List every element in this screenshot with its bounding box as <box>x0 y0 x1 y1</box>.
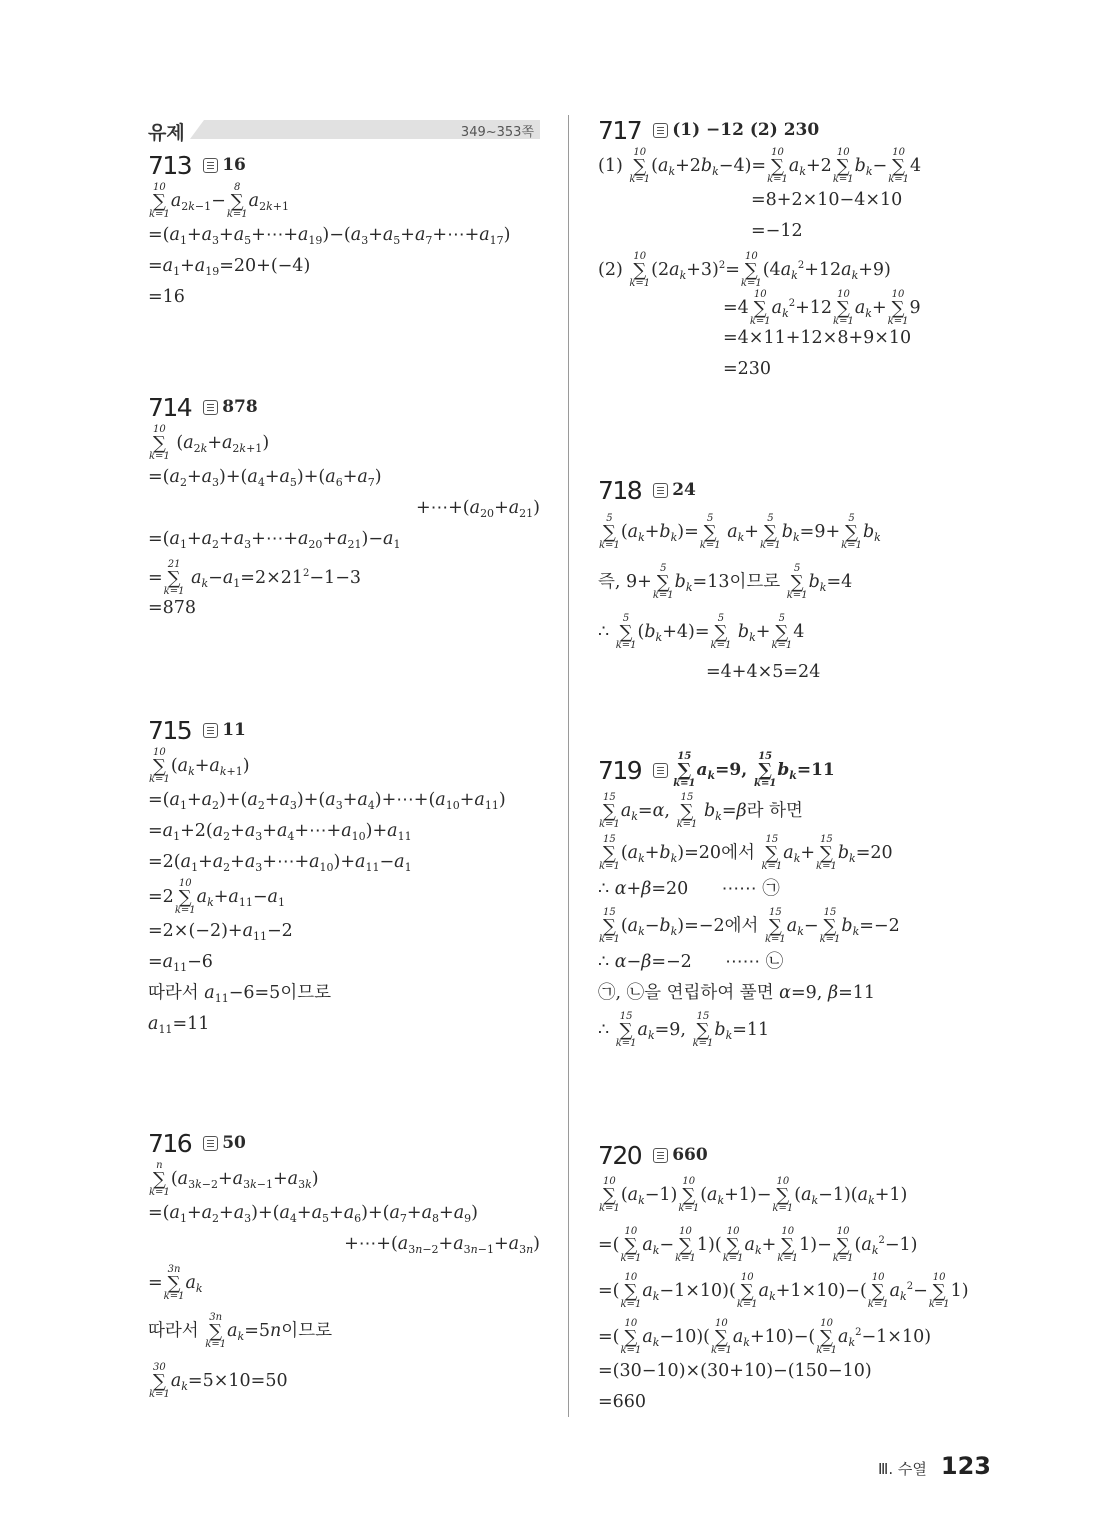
equation-line: 10 ∑ k=1 $a_{2k-1}-$ 8 ∑ k=1 $a_{2k+1}$ <box>149 182 289 220</box>
equation-line: (1) 10 ∑ k=1 $(a_k+2b_k-4)=$ 10 ∑ k=1 $a_k+2$ 10 ∑ k=1 $b_k-$ 10 ∑ k=1 4 <box>598 147 922 185</box>
answer: 16 <box>222 155 246 175</box>
equation-line: =(30−10)×(30+10)−(150−10) <box>598 1361 872 1381</box>
equation-line: $+\cdots+(a_{20}+a_{21})$ <box>415 498 540 520</box>
equation-line: =( 10 ∑ k=1 $a_k-$ 10 ∑ k=1 1)( 10 ∑ k=1 $a_k+$ 10 ∑ k=1 1)− 10 ∑ k=1 $(a_k^2-1)$ <box>598 1226 918 1264</box>
answer-icon <box>203 1136 218 1151</box>
text-label: 에서 <box>721 843 761 863</box>
equation-line: n ∑ k=1 $(a_{3k-2}+a_{3k-1}+a_{3k})$ <box>149 1160 319 1198</box>
problem-714 <box>148 390 540 624</box>
problem-number: 717 <box>598 115 642 145</box>
equation-line: 10 ∑ k=1 $(a_k+a_{k+1})$ <box>149 747 250 785</box>
equation-line: 따라서 3n ∑ k=1 $a_k=5n$이므로 <box>148 1312 333 1350</box>
equation-line: ∴ α−β=−2 ⋯⋯ ㉡ <box>598 952 784 972</box>
equation-line: ∴ 5 ∑ k=1 $(b_k+4)=$ 5 ∑ k=1 $b_k+$ 5 ∑ k=1 4 <box>598 613 805 651</box>
left-column <box>148 108 540 1400</box>
problem-number: 718 <box>598 475 642 505</box>
equation-line: 따라서 $a_{11}-6=5$이므로 <box>148 983 332 1005</box>
equation-line: $=a_1+a_{19}=20+(-4)$ <box>148 256 311 278</box>
equation-line: 즉, 9+ 5 ∑ k=1 $b_k=13$이므로 5 ∑ k=1 $b_k=4$ <box>598 563 853 601</box>
equation-line: =16 <box>148 287 185 307</box>
equation-line: $=2(a_1+a_2+a_3+\cdots+a_{10})+a_{11}-a_1$ <box>148 852 412 874</box>
problem-720 <box>598 1138 1008 1418</box>
answer-icon <box>653 763 668 778</box>
problem-717 <box>598 113 1008 385</box>
text-label: 이므로 <box>729 572 786 592</box>
problem-715 <box>148 713 540 1040</box>
equation-line: = 3n ∑ k=1 $a_k$ <box>148 1264 203 1302</box>
answer: 24 <box>672 480 696 500</box>
equation-line: $=a_1+2(a_2+a_3+a_4+\cdots+a_{10})+a_{11}$ <box>148 821 412 843</box>
text-label: 라 하면 <box>746 801 803 821</box>
equation-line: =4 10 ∑ k=1 $a_k^2+12$ 10 ∑ k=1 $a_k+$ 10 ∑ k=1 9 <box>723 289 921 327</box>
answer: 50 <box>222 1133 246 1153</box>
equation-line: =2 10 ∑ k=1 $a_k+a_{11}-a_1$ <box>148 878 285 916</box>
answer: 11 <box>222 720 246 740</box>
equation-line: ㉠, ㉡을 연립하여 풀면 α=9, β=11 <box>598 983 875 1003</box>
equation-line: $=a_{11}-6$ <box>148 952 213 974</box>
equation-line: 15 ∑ k=1 $a_k=\alpha$, 15 ∑ k=1 $b_k=\beta$라 하면 <box>599 792 803 830</box>
equation-line: $=(a_1+a_3+a_5+\cdots+a_{19})-(a_3+a_5+a_7+\cdots+a_{17})$ <box>148 225 511 247</box>
equation-line: =( 10 ∑ k=1 $a_k-10$)( 10 ∑ k=1 $a_k+10)-$( 10 ∑ k=1 $a_k^2-1\times 10$) <box>598 1318 932 1356</box>
equation-line: =−12 <box>751 221 803 241</box>
answer-icon <box>653 483 668 498</box>
problem-number: 719 <box>598 755 642 785</box>
problem-number: 713 <box>148 150 192 180</box>
answer-icon <box>203 723 218 738</box>
problem-719 <box>598 750 1008 1051</box>
section-pages: 349~353쪽 <box>460 125 534 140</box>
page-footer <box>878 1452 991 1480</box>
equation-line: 10 ∑ k=1 $(a_k-1)$ 10 ∑ k=1 $(a_k+1)-$ 10 ∑ k=1 $(a_k-1)(a_k+1)$ <box>599 1176 908 1214</box>
footer-section: Ⅲ. 수열 <box>878 1460 927 1478</box>
column-divider <box>568 115 569 1417</box>
equation-line: =660 <box>598 1392 647 1412</box>
equation-line: $=(a_1+a_2+a_3+\cdots+a_{20}+a_{21})-a_1$ <box>148 529 401 551</box>
answer-icon <box>203 400 218 415</box>
problem-number: 715 <box>148 715 192 745</box>
equation-line: 30 ∑ k=1 $a_k=5\times 10=50$ <box>149 1362 288 1400</box>
problem-716 <box>148 1126 540 1406</box>
equation-line: 15 ∑ k=1 $(a_k+b_k)=20$에서 15 ∑ k=1 $a_k+$ 15 ∑ k=1 $b_k=20$ <box>599 834 893 872</box>
equation-line: $=2\times(-2)+a_{11}-2$ <box>148 921 293 943</box>
equation-line: $=(a_2+a_3)+(a_4+a_5)+(a_6+a_7)$ <box>148 467 382 489</box>
equation-line: (2) 10 ∑ k=1 $(2a_k+3)^2=$ 10 ∑ k=1 $(4a_k^2+12a_k+9)$ <box>598 251 891 289</box>
answer: 660 <box>672 1145 708 1165</box>
problem-number: 714 <box>148 392 192 422</box>
equation-line: = 21 ∑ k=1 $a_k-a_1=2\times 21^2-1-3$ <box>148 559 361 597</box>
text-label: 따라서 <box>148 983 205 1003</box>
equation-line: =( 10 ∑ k=1 $a_k-1\times 10$)( 10 ∑ k=1 $a_k+1\times 10)-$( 10 ∑ k=1 $a_k^2-$ 10 ∑ k=1 1) <box>598 1272 969 1310</box>
answer: 15 ∑ k=1 $a_k=9$, 15 ∑ k=1 $b_k=11$ <box>673 750 835 789</box>
equation-line: ∴ 15 ∑ k=1 $a_k=9$, 15 ∑ k=1 $b_k=11$ <box>598 1011 770 1049</box>
page-number: 123 <box>940 1452 991 1480</box>
text-label: 을 연립하여 풀면 <box>644 983 780 1003</box>
text-label: 에서 <box>724 916 764 936</box>
text-label: 따라서 <box>148 1321 205 1341</box>
problem-number: 716 <box>148 1128 192 1158</box>
problem-718 <box>598 473 1008 688</box>
problem-number: 720 <box>598 1140 642 1170</box>
answer-icon <box>653 123 668 138</box>
equation-line: $a_{11}=11$ <box>148 1014 210 1036</box>
equation-line: =8+2×10−4×10 <box>751 190 903 210</box>
equation-line: ∴ α+β=20 ⋯⋯ ㉠ <box>598 879 780 899</box>
section-header <box>148 118 540 144</box>
text-label: 이므로 <box>280 983 332 1003</box>
text-label: 이므로 <box>281 1321 333 1341</box>
equation-line: =4×11+12×8+9×10 <box>723 328 912 348</box>
equation-line: $=(a_1+a_2)+(a_2+a_3)+(a_3+a_4)+\cdots+(a_{10}+a_{11})$ <box>148 790 506 812</box>
equation-line: =230 <box>723 359 772 379</box>
section-title: 유제 <box>148 122 185 144</box>
equation-line: 5 ∑ k=1 $(a_k+b_k)=$ 5 ∑ k=1 $a_k+$ 5 ∑ k=1 $b_k=9+$ 5 ∑ k=1 $b_k$ <box>599 513 881 551</box>
equation-line: =878 <box>148 598 197 618</box>
equation-line: =4+4×5=24 <box>706 662 821 682</box>
answer-icon <box>203 158 218 173</box>
text-label: 즉, <box>598 572 627 592</box>
equation-line: 15 ∑ k=1 $(a_k-b_k)=-2$에서 15 ∑ k=1 $a_k-$ 15 ∑ k=1 $b_k=-2$ <box>599 907 900 945</box>
equation-line: $+\cdots+(a_{3n-2}+a_{3n-1}+a_{3n})$ <box>344 1234 540 1256</box>
problem-713 <box>148 148 540 313</box>
answer-icon <box>653 1148 668 1163</box>
equation-line: 10 ∑ k=1 $(a_{2k}+a_{2k+1})$ <box>149 424 270 462</box>
equation-line: $=(a_1+a_2+a_3)+(a_4+a_5+a_6)+(a_7+a_8+a_9)$ <box>148 1203 478 1225</box>
answer: (1) −12 (2) 230 <box>672 120 820 140</box>
answer: 878 <box>222 397 258 417</box>
